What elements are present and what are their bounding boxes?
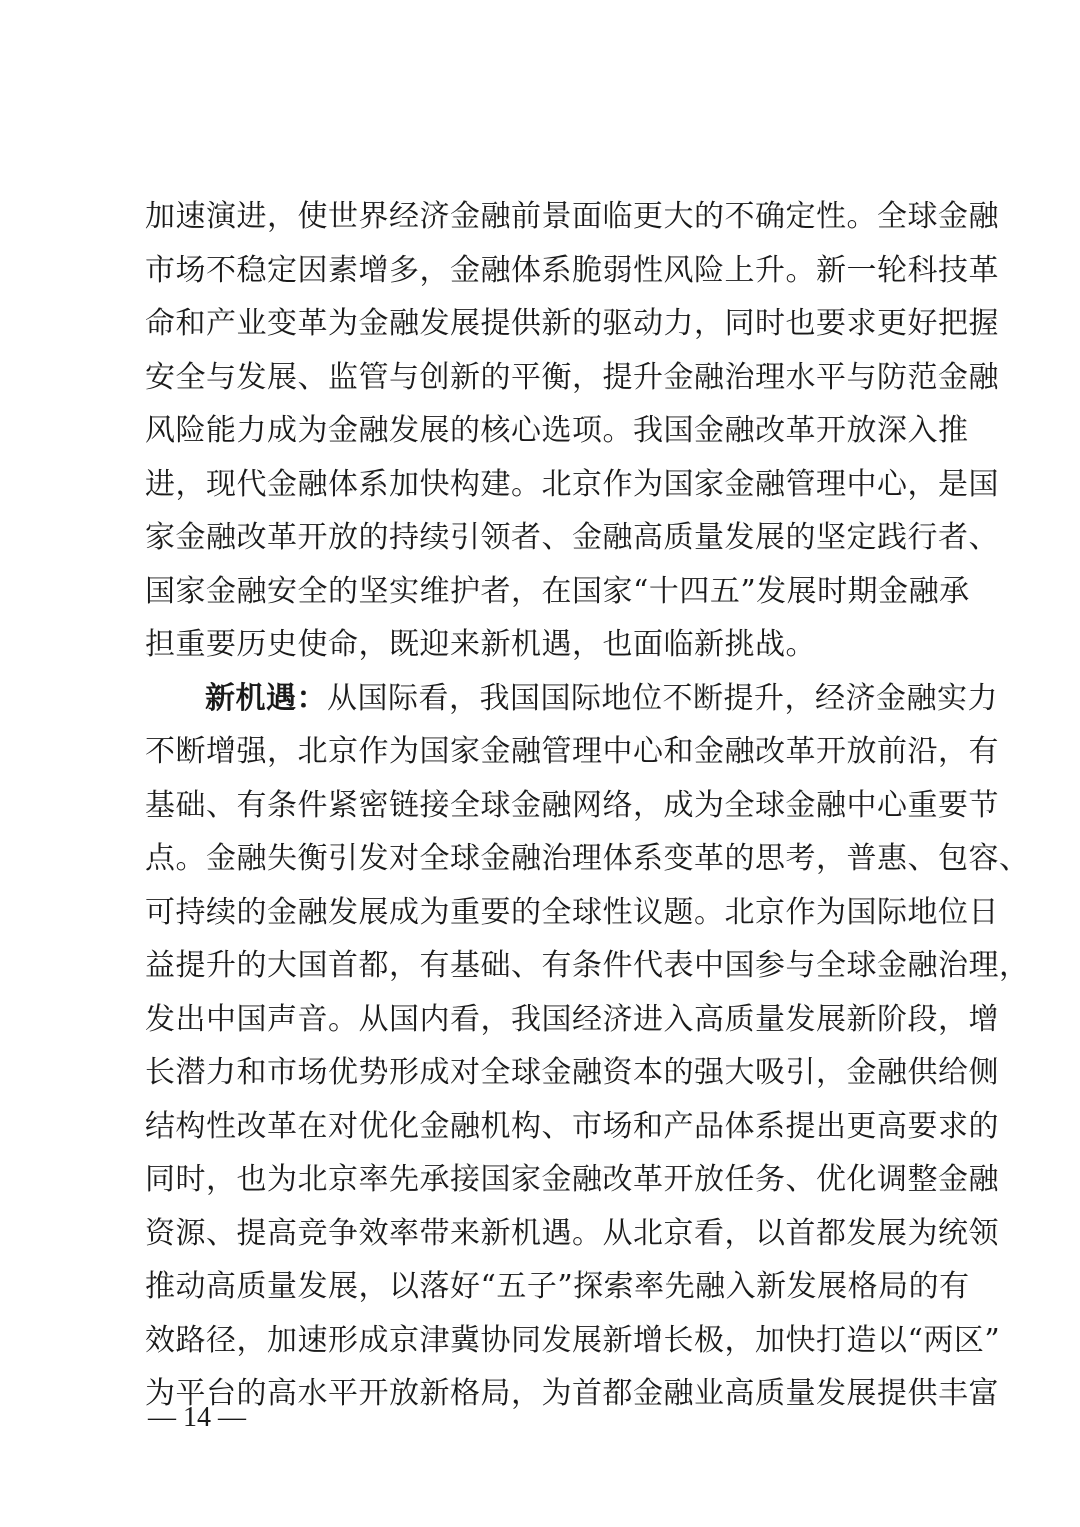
body-text <box>145 190 1030 1421</box>
text-line: 加速演进，使世界经济金融前景面临更大的不确定性。全球金融 <box>145 199 999 234</box>
paragraph-context <box>145 190 999 672</box>
paragraph-new-opportunities <box>145 672 1030 1421</box>
section-heading: 新机遇： <box>205 680 327 716</box>
text-line: 命和产业变革为金融发展提供新的驱动力，同时也要求更好把握 <box>145 306 999 341</box>
text-line: 国家金融安全的坚实维护者，在国家“十四五”发展时期金融承 <box>145 573 970 609</box>
text-line: 发出中国声音。从国内看，我国经济进入高质量发展新阶段，增 <box>145 1001 999 1037</box>
text-line: 风险能力成为金融发展的核心选项。我国金融改革开放深入推 <box>145 413 969 448</box>
text-line: 基础、有条件紧密链接全球金融网络，成为全球金融中心重要节 <box>145 787 999 823</box>
text-line: 担重要历史使命，既迎来新机遇，也面临新挑战。 <box>145 627 816 662</box>
text-line: 点。金融失衡引发对全球金融治理体系变革的思考，普惠、包容、 <box>145 841 1030 876</box>
page-number: — 14 — <box>148 1402 246 1433</box>
text-line: 进，现代金融体系加快构建。北京作为国家金融管理中心，是国 <box>145 466 999 502</box>
text-line: 同时，也为北京率先承接国家金融改革开放任务、优化调整金融 <box>145 1162 999 1197</box>
text-line: 资源、提高竞争效率带来新机遇。从北京看，以首都发展为统领 <box>145 1215 999 1251</box>
text-line: 推动高质量发展，以落好“五子”探索率先融入新发展格局的有 <box>145 1269 970 1304</box>
text-line: 家金融改革开放的持续引领者、金融高质量发展的坚定践行者、 <box>145 520 999 555</box>
text-line: 长潜力和市场优势形成对全球金融资本的强大吸引，金融供给侧 <box>145 1055 999 1090</box>
text-line: 可持续的金融发展成为重要的全球性议题。北京作为国际地位日 <box>145 894 999 930</box>
text-line: 不断增强，北京作为国家金融管理中心和金融改革开放前沿，有 <box>145 734 999 769</box>
text-line: 结构性改革在对优化金融机构、市场和产品体系提出更高要求的 <box>145 1108 999 1144</box>
text-span: 从国际看，我国国际地位不断提升，经济金融实力 <box>327 680 998 716</box>
text-line: 安全与发展、监管与创新的平衡，提升金融治理水平与防范金融 <box>145 359 999 395</box>
text-line: 为平台的高水平开放新格局，为首都金融业高质量发展提供丰富 <box>145 1376 999 1411</box>
text-line: 市场不稳定因素增多，金融体系脆弱性风险上升。新一轮科技革 <box>145 252 999 288</box>
text-line: 效路径，加速形成京津冀协同发展新增长极，加快打造以“两区” <box>145 1322 1001 1358</box>
text-line: 益提升的大国首都，有基础、有条件代表中国参与全球金融治理， <box>145 948 1030 983</box>
text-line <box>145 672 998 726</box>
